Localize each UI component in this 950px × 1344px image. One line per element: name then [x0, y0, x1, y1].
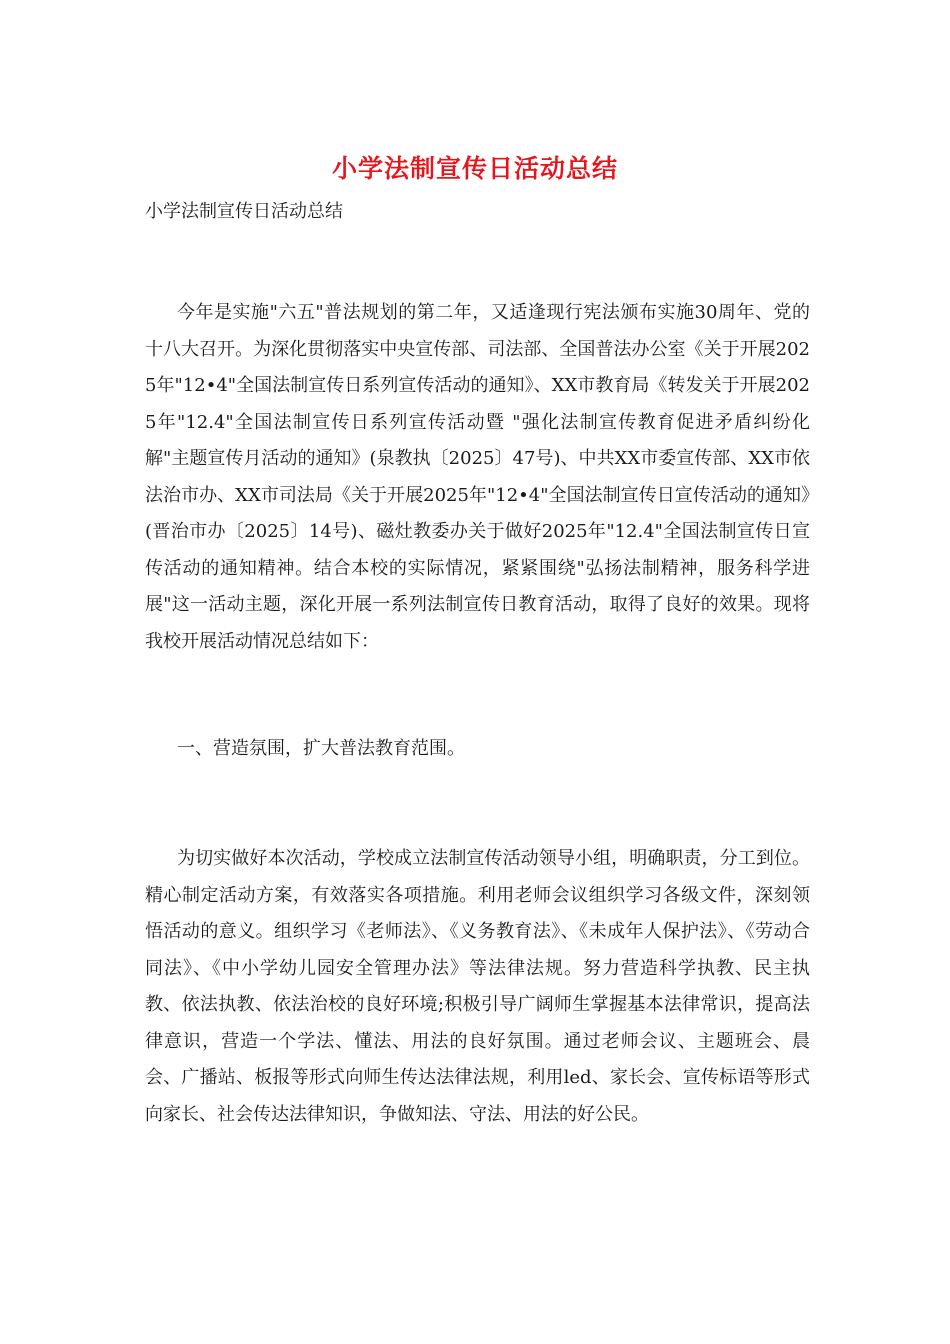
document-title: 小学法制宣传日活动总结	[331, 154, 618, 183]
paragraph-intro: 今年是实施"六五"普法规划的第二年，又适逢现行宪法颁布实施30周年、党的十八大召开。为深化贯彻落实中央宣传部、司法部、全国普法办公室《关于开展2025年"12•4"全国法制宣传日系列宣传活动的通知》、XX市教育局《转发关于开展2025年"12.4"全国法制宣传日系列宣传活动暨 "强化法制宣传教育促进矛盾纠纷化解"主题宣传月活动的通知》(泉教执〔2025〕47号)、中共XX市委宣传部、XX市依法治市办、XX市司法局《关于开展2025年"12•4"全国法制宣传日宣传活动的通知》(晋治市办〔2025〕14号)、磁灶教委办关于做好2025年"12.4"全国法制宣传日宣传活动的通知精神。结合本校的实际情况，紧紧围绕"弘扬法制精神，服务科学进展"这一活动主题，深化开展一系列法制宣传日教育活动，取得了良好的效果。现将我校开展活动情况总结如下：	[145, 302, 810, 652]
section-heading-1: 一、营造氛围，扩大普法教育范围。	[177, 738, 465, 759]
document-subtitle: 小学法制宣传日活动总结	[145, 201, 343, 222]
paragraph-section-1: 为切实做好本次活动，学校成立法制宣传活动领导小组，明确职责，分工到位。精心制定活动方案，有效落实各项措施。利用老师会议组织学习各级文件，深刻领悟活动的意义。组织学习《老师法》、《义务教育法》、《未成年人保护法》、《劳动合同法》、《中小学幼儿园安全管理办法》等法律法规。努力营造科学执教、民主执教、依法执教、依法治校的良好环境;积极引导广阔师生掌握基本法律常识，提高法律意识，营造一个学法、懂法、用法的良好氛围。通过老师会议、主题班会、晨会、广播站、板报等形式向师生传达法律法规，利用led、家长会、宣传标语等形式向家长、社会传达法律知识，争做知法、守法、用法的好公民。	[145, 848, 810, 1125]
